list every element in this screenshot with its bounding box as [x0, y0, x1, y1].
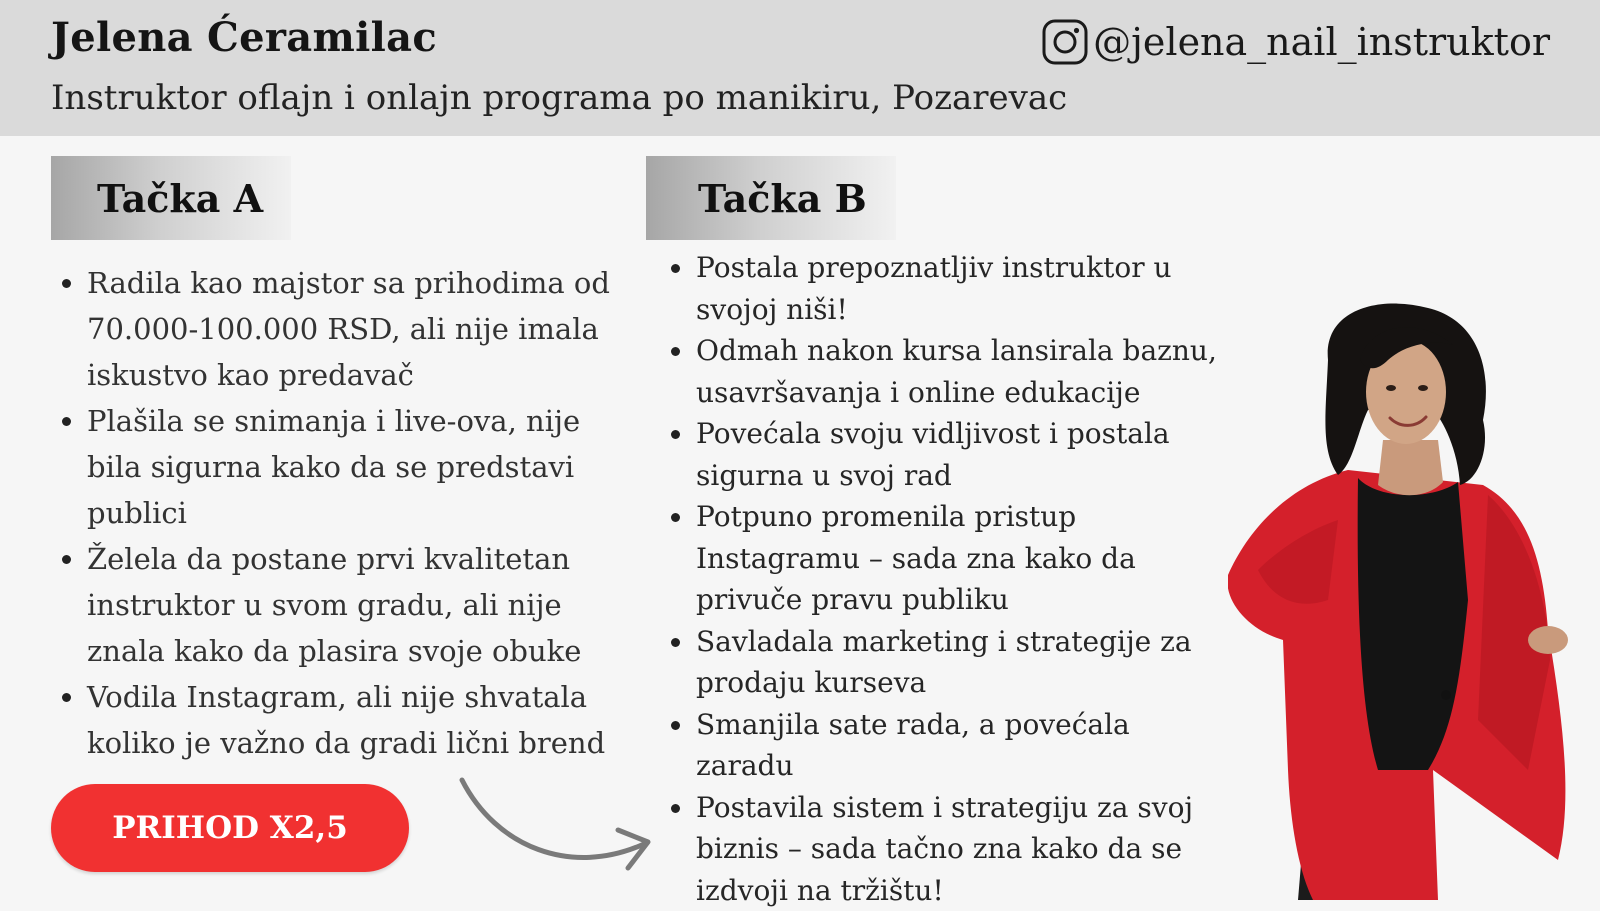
- list-item: Postavila sistem i strategiju za svoj biznis – sada tačno zna kako da se izdvoji na tržištu!: [696, 787, 1226, 911]
- instagram-icon: [1041, 18, 1089, 66]
- list-item: Postala prepoznatljiv instruktor u svojoj niši!: [696, 247, 1226, 330]
- list-item: Potpuno promenila pristup Instagramu – sada zna kako da privuče pravu publiku: [696, 496, 1226, 621]
- section-a-label: Tačka A: [51, 156, 291, 240]
- income-cta-button[interactable]: PRIHOD X2,5: [51, 784, 409, 872]
- list-item: Odmah nakon kursa lansirala baznu, usavršavanja i online edukacije: [696, 330, 1226, 413]
- instagram-handle-text: @jelena_nail_instruktor: [1093, 20, 1550, 64]
- instructor-subtitle: Instruktor oflajn i onlajn programa po manikiru, Pozarevac: [51, 78, 1067, 118]
- instructor-name: Jelena Ćeramilac: [51, 14, 437, 61]
- list-item: Savladala marketing i strategije za prodaju kurseva: [696, 621, 1226, 704]
- section-a-list: [87, 260, 627, 766]
- list-item: Smanjila sate rada, a povećala zaradu: [696, 704, 1226, 787]
- section-b-label: Tačka B: [646, 156, 896, 240]
- list-item: Želela da postane prvi kvalitetan instruktor u svom gradu, ali nije znala kako da plasira svoje obuke: [87, 536, 627, 674]
- list-item: Plašila se snimanja i live-ova, nije bila sigurna kako da se predstavi publici: [87, 398, 627, 536]
- section-b-list: [696, 247, 1226, 911]
- list-item: Radila kao majstor sa prihodima od 70.000-100.000 RSD, ali nije imala iskustvo kao predavač: [87, 260, 627, 398]
- list-item: Vodila Instagram, ali nije shvatala koliko je važno da gradi lični brend: [87, 674, 627, 766]
- curved-arrow-icon: [456, 772, 686, 882]
- instagram-handle[interactable]: [1041, 18, 1550, 66]
- list-item: Povećala svoju vidljivost i postala sigurna u svoj rad: [696, 413, 1226, 496]
- header-band: [0, 0, 1600, 136]
- instructor-photo: [1228, 300, 1600, 900]
